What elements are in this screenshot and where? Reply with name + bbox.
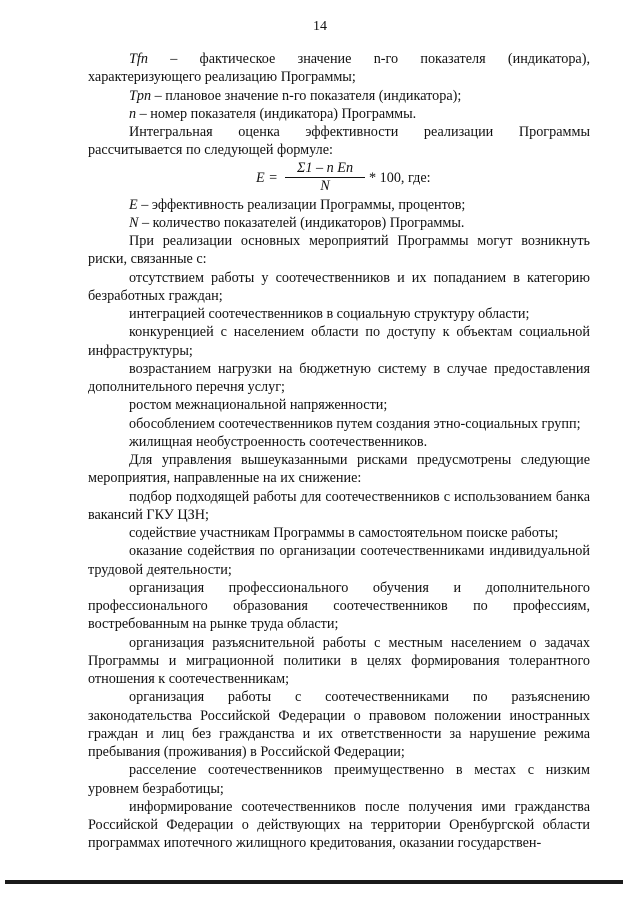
efficiency-formula	[88, 160, 590, 196]
variable-symbol: Tpn	[129, 87, 152, 104]
paragraph-text: Для управления вышеуказанными рисками предусмотрены следующие мероприятия, направленные на их снижение:	[88, 452, 590, 487]
paragraph-text: – эффективность реализации Программы, процентов;	[137, 196, 466, 213]
paragraph	[88, 323, 590, 360]
paragraph	[88, 688, 590, 761]
paragraph	[88, 214, 590, 232]
paragraph	[88, 305, 590, 323]
footer-rule	[5, 880, 623, 884]
paragraph-text: информирование соотечественников после получения ими гражданства Российской Федерации о действующих на территории Оренбургской области программах ипотечного жилищного кредитования, оказании государствен-	[88, 798, 590, 852]
page-number: 14	[313, 19, 327, 34]
paragraph	[88, 433, 590, 451]
formula-numerator: Σ1 – n En	[285, 160, 365, 178]
variable-symbol: n	[129, 105, 137, 122]
paragraph	[88, 232, 590, 269]
risks-and-measures-block	[88, 196, 590, 853]
paragraph	[88, 415, 590, 433]
paragraph-text: Интегральная оценка эффективности реализации Программы рассчитывается по следующей формуле:	[88, 124, 590, 159]
paragraph-text: интеграцией соотечественников в социальную структуру области;	[129, 306, 530, 322]
formula-rhs: * 100, где:	[369, 169, 431, 186]
paragraph-text: – фактическое значение n-го показателя (индикатора), характеризующего реализацию Программы;	[88, 51, 590, 86]
paragraph-text: – количество показателей (индикаторов) Программы.	[138, 214, 465, 231]
paragraph-text: ростом межнациональной напряженности;	[129, 397, 388, 414]
paragraph	[88, 798, 590, 853]
paragraph	[88, 87, 590, 105]
paragraph	[88, 360, 590, 397]
paragraph	[88, 542, 590, 579]
formula-denominator: N	[320, 177, 330, 194]
paragraph	[88, 105, 590, 123]
paragraph	[88, 524, 590, 542]
paragraph-text: При реализации основных мероприятий Программы могут возникнуть риски, связанные с:	[88, 233, 590, 268]
paragraph-text: – плановое значение n-го показателя (индикатора);	[151, 87, 462, 104]
paragraph	[88, 269, 590, 306]
paragraph	[88, 123, 590, 160]
definitions-block	[88, 50, 590, 160]
paragraph	[88, 761, 590, 798]
paragraph-text: организация разъяснительной работы с местным населением о задачах Программы и миграционной политики в целях формирования толерантного отношения к соотечественникам;	[88, 634, 590, 687]
document-body	[88, 50, 590, 853]
paragraph	[88, 196, 590, 214]
paragraph-text: оказание содействия по организации соотечественниками индивидуальной трудовой деятельности;	[88, 543, 590, 578]
paragraph	[88, 451, 590, 488]
paragraph-text: конкуренцией с населением области по доступу к объектам социальной инфраструктуры;	[88, 324, 590, 359]
paragraph-text: подбор подходящей работы для соотечественников с использованием банка вакансий ГКУ ЦЗН;	[88, 488, 590, 523]
formula-lhs: E =	[256, 169, 278, 186]
paragraph	[88, 396, 590, 414]
paragraph	[88, 50, 590, 87]
paragraph-text: расселение соотечественников преимущественно в местах с низким уровнем безработицы;	[88, 762, 590, 797]
paragraph-text: возрастанием нагрузки на бюджетную систему в случае предоставления дополнительного перечня услуг;	[88, 360, 590, 395]
paragraph	[88, 579, 590, 634]
paragraph	[88, 634, 590, 689]
paragraph-text: организация профессионального обучения и дополнительного профессионального образования соотечественников по профессиям, востребованным на рынке труда области;	[88, 579, 590, 633]
paragraph-text: – номер показателя (индикатора) Программы.	[136, 105, 417, 122]
variable-symbol: N	[129, 214, 139, 231]
variable-symbol: Tfn	[129, 51, 148, 67]
paragraph-text: содействие участникам Программы в самостоятельном поиске работы;	[129, 525, 559, 541]
paragraph-text: обособлением соотечественников путем создания этно-социальных групп;	[129, 415, 581, 432]
formula-fraction	[285, 160, 365, 195]
paragraph	[88, 488, 590, 525]
paragraph-text: жилищная необустроенность соотечественников.	[129, 433, 428, 450]
paragraph-text: отсутствием работы у соотечественников и их попаданием в категорию безработных граждан;	[88, 269, 590, 304]
variable-symbol: E	[129, 196, 138, 213]
paragraph-text: организация работы с соотечественниками по разъяснению законодательства Российской Федерации о правовом положении иностранных граждан и лиц без гражданства и их ответственности за нарушение режима пребывания (проживания) в Российской Федерации;	[88, 689, 590, 760]
